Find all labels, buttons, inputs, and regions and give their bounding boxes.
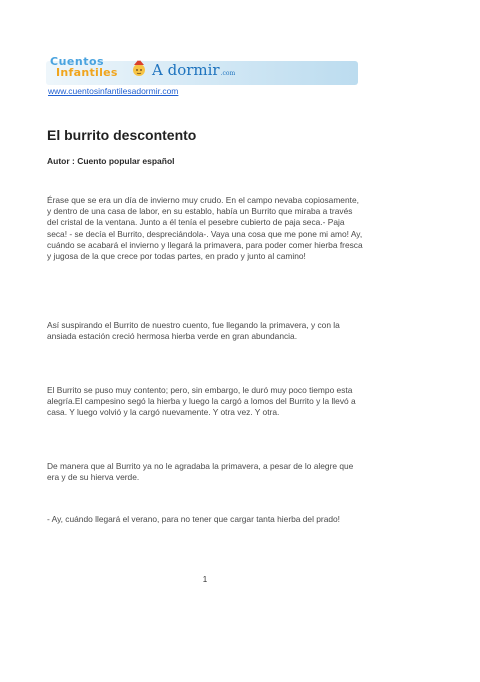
story-paragraph: Érase que se era un día de invierno muy crudo. En el campo nevaba copiosamente, y dentro de una casa de labor, en su establo, había un Burrito que miraba a través del cristal de la ventana. Junto a él tenía el pesebre cubierto de paja seca.- Paja seca! - se decía el Burrito, despreciándola-. Vaya una cosa que me pone mi amo! Ay, cuándo se acabará el invierno y llegará la primavera, para poder comer hierba fresca y jugosa de la que crece por todas partes, en prado y junto al camino! bbox=[47, 195, 363, 262]
site-url-link[interactable]: www.cuentosinfantilesadormir.com bbox=[48, 86, 179, 96]
story-author: Autor : Cuento popular español bbox=[47, 156, 175, 166]
story-title: El burrito descontento bbox=[47, 127, 197, 143]
logo-text-a-dormir: A dormir.com bbox=[152, 61, 236, 79]
story-paragraph: Así suspirando el Burrito de nuestro cuento, fue llegando la primavera, y con la ansiada estación creció hermosa hierba verde en gran abundancia. bbox=[47, 320, 340, 342]
story-paragraph: El Burrito se puso muy contento; pero, sin embargo, le duró muy poco tiempo esta alegría.El campesino segó la hierba y luego la cargó a lomos del Burrito y la llevó a casa. Y luego volvió y la cargó nuevamente. Y otra vez. Y otra. bbox=[47, 385, 356, 418]
logo-text-com: .com bbox=[220, 70, 236, 77]
moon-mascot-icon bbox=[130, 58, 148, 78]
logo-text-infantiles: Infantiles bbox=[56, 66, 118, 79]
story-paragraph: De manera que al Burrito ya no le agradaba la primavera, a pesar de lo alegre que era y de su hierva verde. bbox=[47, 461, 354, 483]
page-number: 1 bbox=[202, 575, 208, 584]
story-paragraph: - Ay, cuándo llegará el verano, para no tener que cargar tanta hierba del prado! bbox=[47, 514, 341, 524]
site-logo bbox=[50, 56, 240, 88]
logo-text-cuentos: Cuentos bbox=[50, 55, 105, 68]
